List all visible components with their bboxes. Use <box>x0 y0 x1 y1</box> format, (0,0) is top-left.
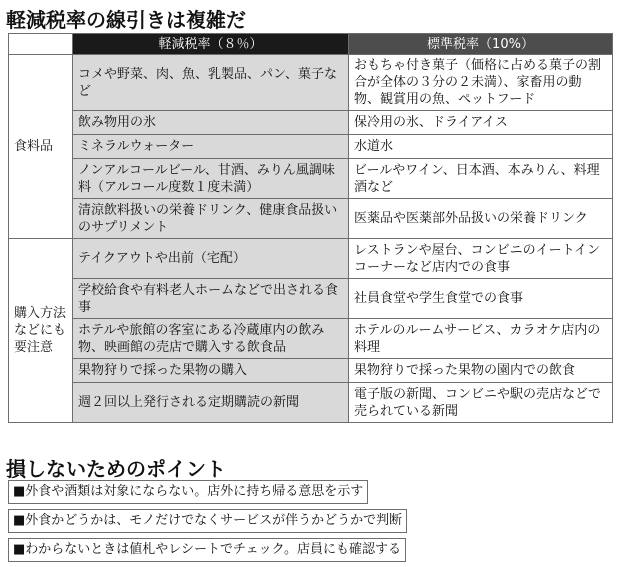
tax-rate-table <box>8 33 613 423</box>
header-corner <box>9 34 73 55</box>
tip-item: ■外食かどうかは、モノだけでなくサービスが伴うかどうかで判断 <box>8 509 407 533</box>
table-row <box>9 239 613 279</box>
standard-cell: 水道水 <box>349 135 613 159</box>
table-row <box>9 383 613 423</box>
reduced-cell: 果物狩りで採った果物の購入 <box>73 359 349 383</box>
tips-list <box>8 480 612 567</box>
tips-title: 損しないためのポイント <box>6 457 226 481</box>
table-row <box>9 319 613 359</box>
reduced-cell: 清涼飲料扱いの栄養ドリンク、健康食品扱いのサプリメント <box>73 199 349 239</box>
standard-cell: 果物狩りで採った果物の園内での飲食 <box>349 359 613 383</box>
reduced-cell: 飲み物用の氷 <box>73 111 349 135</box>
standard-cell: ホテルのルームサービス、カラオケ店内の料理 <box>349 319 613 359</box>
table-row <box>9 279 613 319</box>
page-title: 軽減税率の線引きは複雑だ <box>6 8 246 32</box>
category-purchase-method: 購入方法などにも要注意 <box>9 239 73 423</box>
reduced-cell: 週２回以上発行される定期購読の新聞 <box>73 383 349 423</box>
table-row <box>9 135 613 159</box>
tip-item: ■外食や酒類は対象にならない。店外に持ち帰る意思を示す <box>8 480 368 504</box>
standard-cell: レストランや屋台、コンビニのイートインコーナーなど店内での食事 <box>349 239 613 279</box>
reduced-cell: 学校給食や有料老人ホームなどで出される食事 <box>73 279 349 319</box>
table-row <box>9 159 613 199</box>
table-row <box>9 111 613 135</box>
reduced-cell: テイクアウトや出前（宅配） <box>73 239 349 279</box>
table-header-row <box>9 34 613 55</box>
header-standard-rate: 標準税率（10%） <box>349 34 613 55</box>
table-row <box>9 359 613 383</box>
reduced-cell: コメや野菜、肉、魚、乳製品、パン、菓子など <box>73 55 349 111</box>
standard-cell: おもちゃ付き菓子（価格に占める菓子の割合が全体の３分の２未満）、家畜用の動物、観賞用の魚、ペットフード <box>349 55 613 111</box>
category-food: 食料品 <box>9 55 73 239</box>
tip-item: ■わからないときは値札やレシートでチェック。店員にも確認する <box>8 538 406 562</box>
reduced-cell: ノンアルコールビール、甘酒、みりん風調味料（アルコール度数１度未満） <box>73 159 349 199</box>
reduced-cell: ホテルや旅館の客室にある冷蔵庫内の飲み物、映画館の売店で購入する飲食品 <box>73 319 349 359</box>
standard-cell: ビールやワイン、日本酒、本みりん、料理酒など <box>349 159 613 199</box>
table-row <box>9 199 613 239</box>
table-row <box>9 55 613 111</box>
header-reduced-rate: 軽減税率（８％） <box>73 34 349 55</box>
standard-cell: 電子版の新聞、コンビニや駅の売店などで売られている新聞 <box>349 383 613 423</box>
standard-cell: 社員食堂や学生食堂での食事 <box>349 279 613 319</box>
reduced-cell: ミネラルウォーター <box>73 135 349 159</box>
standard-cell: 医薬品や医薬部外品扱いの栄養ドリンク <box>349 199 613 239</box>
standard-cell: 保冷用の氷、ドライアイス <box>349 111 613 135</box>
